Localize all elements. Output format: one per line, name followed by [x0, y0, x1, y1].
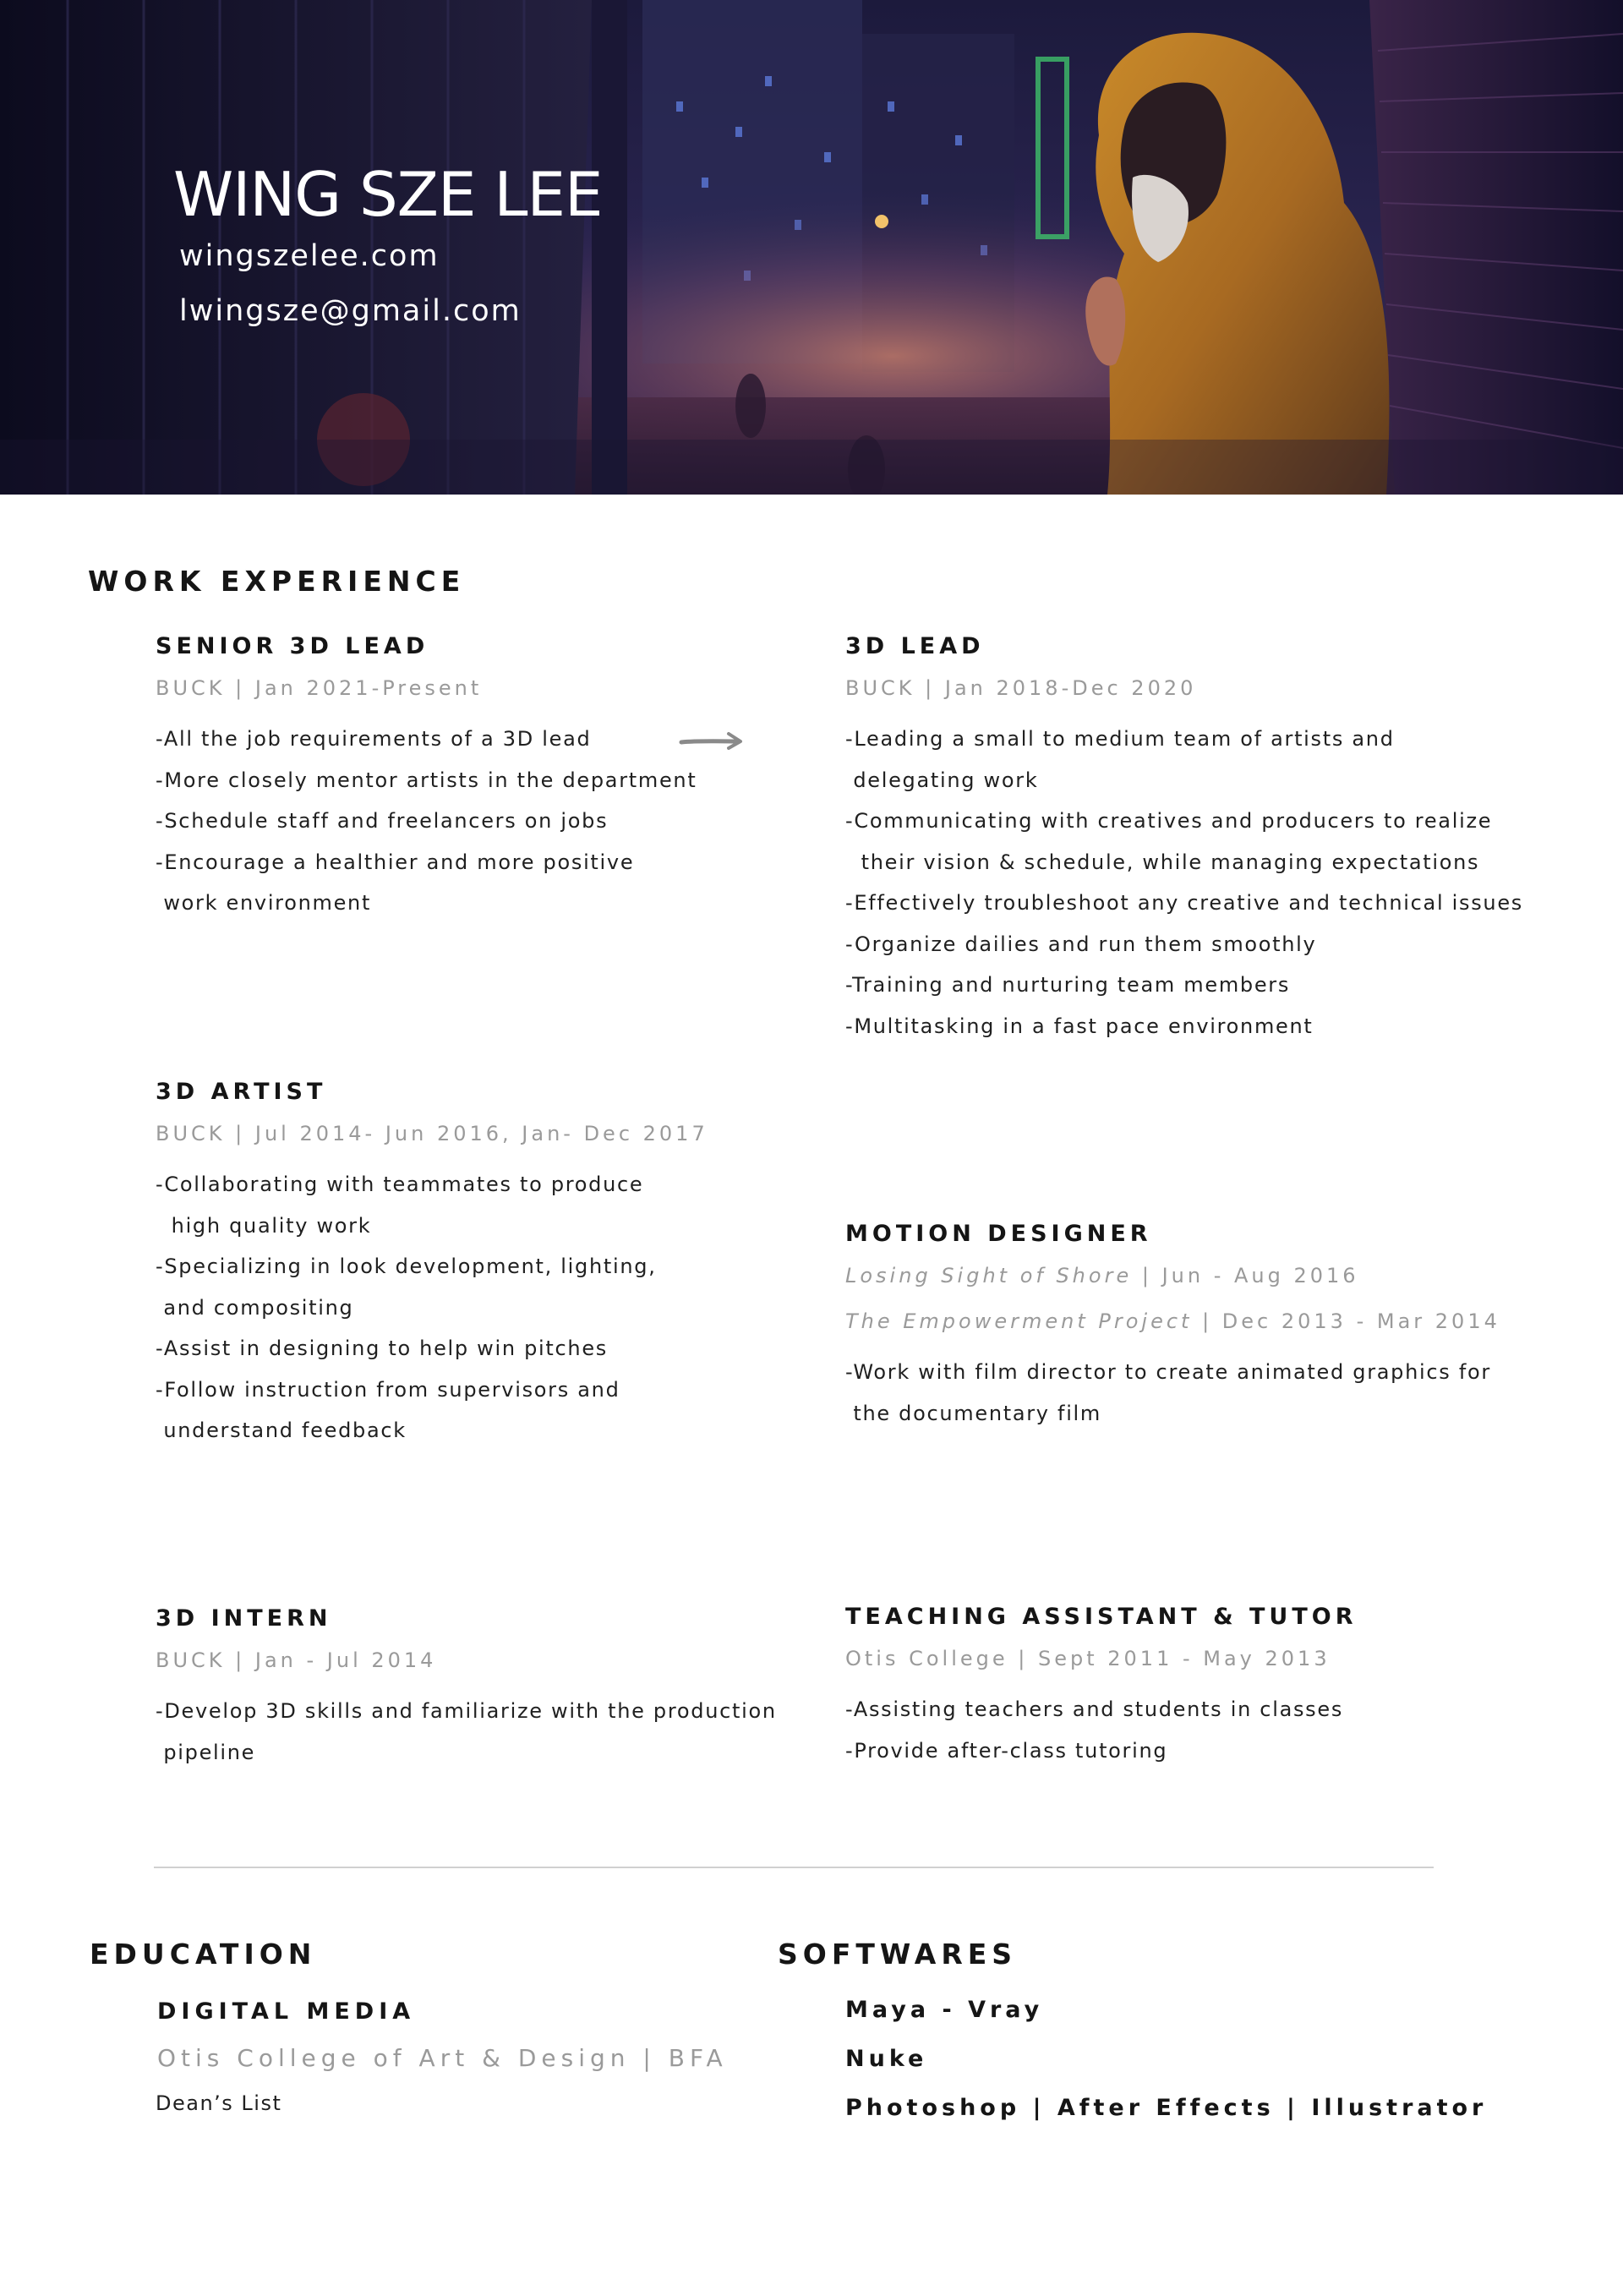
bullet-line: -Schedule staff and freelancers on jobs	[156, 809, 609, 833]
bullet-line: -Effectively troubleshoot any creative and technical issues	[845, 891, 1523, 915]
project-dates: | Jun - Aug 2016	[1132, 1264, 1359, 1287]
education-heading: EDUCATION	[90, 1938, 317, 1971]
bullet-line: the documentary film	[845, 1401, 1102, 1425]
section-divider	[154, 1867, 1434, 1868]
website-link[interactable]: wingszelee.com	[179, 239, 440, 273]
job-title: 3D INTERN	[156, 1605, 332, 1632]
job-senior-3d-lead	[156, 634, 697, 924]
bullet-line: -Encourage a healthier and more positive	[156, 850, 635, 874]
job-teaching-assistant	[845, 1604, 1358, 1771]
job-meta: BUCK | Jul 2014- Jun 2016, Jan- Dec 2017	[156, 1122, 708, 1145]
project-name: The Empowerment Project	[845, 1309, 1193, 1333]
job-bullets	[156, 1691, 777, 1773]
work-experience-heading: WORK EXPERIENCE	[88, 565, 466, 598]
bullet-line: -More closely mentor artists in the department	[156, 768, 697, 792]
job-3d-artist	[156, 1080, 708, 1451]
bullet-line: -Assist in designing to help win pitches	[156, 1337, 608, 1360]
project-name: Losing Sight of Shore	[845, 1264, 1133, 1287]
bullet-line: pipeline	[156, 1740, 256, 1764]
bullet-line: -Collaborating with teammates to produce	[156, 1173, 644, 1196]
job-meta: Otis College | Sept 2011 - May 2013	[845, 1647, 1331, 1670]
bullet-line: -Provide after-class tutoring	[845, 1738, 1168, 1763]
project-line	[845, 1309, 1500, 1333]
softwares-heading: SOFTWARES	[778, 1938, 1018, 1971]
job-meta: BUCK | Jan - Jul 2014	[156, 1648, 437, 1672]
bullet-line: -All the job requirements of a 3D lead	[156, 727, 592, 751]
email-link[interactable]: lwingsze@gmail.com	[179, 294, 522, 328]
bullet-line: -Leading a small to medium team of artists and	[845, 727, 1395, 751]
job-meta: BUCK | Jan 2018-Dec 2020	[845, 676, 1197, 700]
bullet-line: -Assisting teachers and students in classes	[845, 1697, 1344, 1721]
job-bullets	[156, 1164, 708, 1451]
bullet-line: and compositing	[156, 1295, 354, 1320]
job-3d-lead	[845, 634, 1523, 1047]
project-dates: | Dec 2013 - Mar 2014	[1192, 1309, 1500, 1333]
education-school: Otis College of Art & Design | BFA	[157, 2044, 728, 2072]
job-title: SENIOR 3D LEAD	[156, 633, 429, 659]
job-title: 3D LEAD	[845, 633, 985, 659]
bullet-line: work environment	[156, 891, 372, 915]
software-item: Nuke	[845, 2046, 928, 2072]
bullet-line: their vision & schedule, while managing expectations	[845, 850, 1480, 874]
bullet-line: -Work with film director to create animated graphics for	[845, 1360, 1491, 1384]
job-bullets	[845, 719, 1523, 1047]
project-line	[845, 1264, 1500, 1287]
job-title: MOTION DESIGNER	[845, 1221, 1152, 1247]
header-banner	[0, 0, 1623, 495]
bullet-line: high quality work	[156, 1213, 372, 1238]
bullet-line: understand feedback	[156, 1419, 407, 1442]
education-honor: Dean’s List	[156, 2091, 282, 2115]
candidate-name: WING SZE LEE	[173, 159, 603, 230]
job-3d-intern	[156, 1606, 777, 1773]
bullet-line: -Organize dailies and run them smoothly	[845, 932, 1317, 956]
job-bullets	[845, 1352, 1500, 1434]
bullet-line: -Follow instruction from supervisors and	[156, 1377, 620, 1402]
job-motion-designer	[845, 1222, 1500, 1434]
job-title: TEACHING ASSISTANT & TUTOR	[845, 1604, 1358, 1630]
arrow-right-icon	[678, 728, 746, 753]
education-degree: DIGITAL MEDIA	[157, 1998, 416, 2025]
software-item: Maya - Vray	[845, 1997, 1044, 2023]
bullet-line: -Specializing in look development, lighting,	[156, 1255, 657, 1278]
job-bullets	[156, 719, 697, 924]
bullet-line: delegating work	[845, 768, 1039, 792]
job-title: 3D ARTIST	[156, 1079, 327, 1105]
bullet-line: -Training and nurturing team members	[845, 973, 1291, 997]
bullet-line: -Multitasking in a fast pace environment	[845, 1014, 1314, 1038]
bullet-line: -Develop 3D skills and familiarize with the production	[156, 1699, 777, 1723]
job-meta: BUCK | Jan 2021-Present	[156, 676, 483, 700]
software-item: Photoshop | After Effects | Illustrator	[845, 2095, 1488, 2121]
bullet-line: -Communicating with creatives and producers to realize	[845, 809, 1493, 833]
job-bullets	[845, 1689, 1358, 1771]
